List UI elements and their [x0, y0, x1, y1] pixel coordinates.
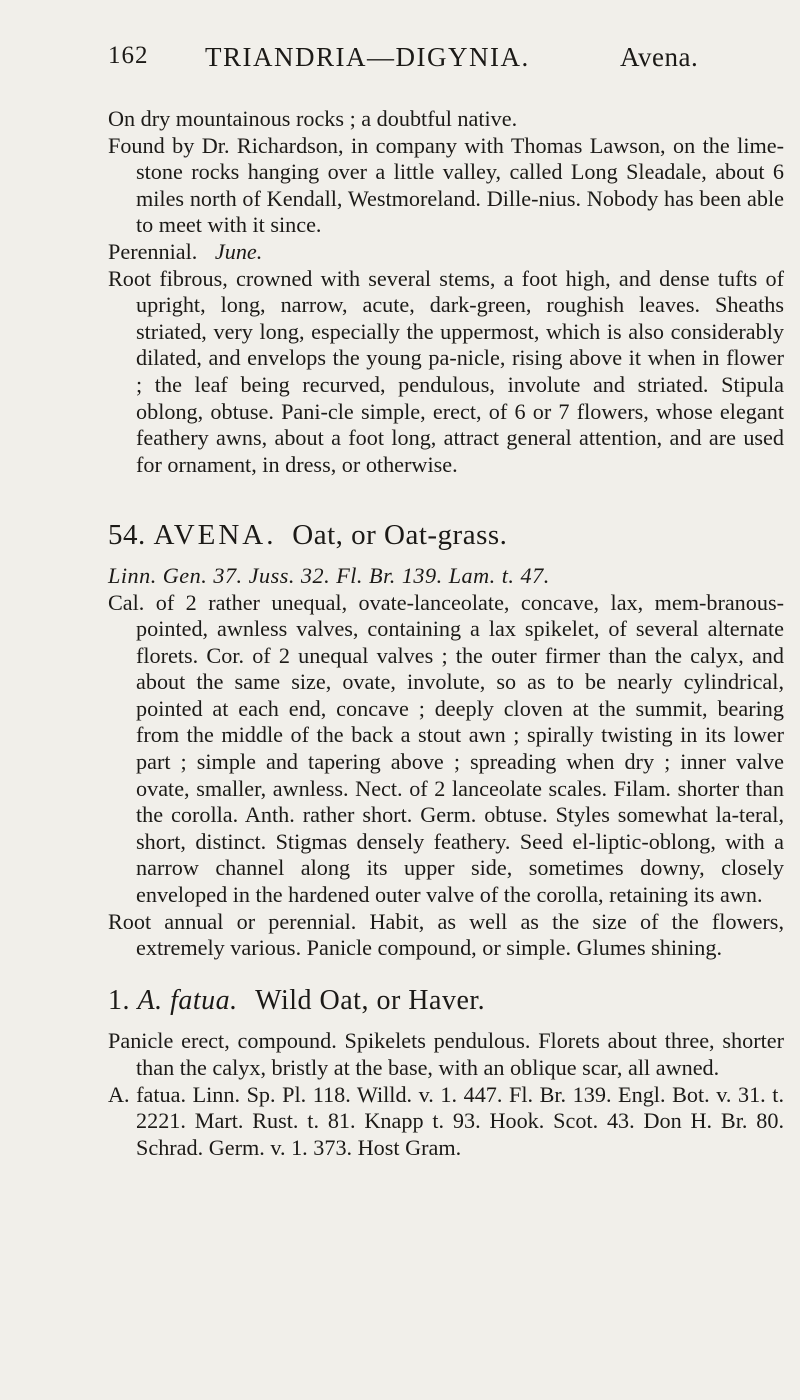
spacer	[108, 478, 784, 522]
running-title: TRIANDRIA—DIGYNIA.	[205, 42, 530, 72]
genus-heading	[108, 519, 784, 552]
genus-character-paragraph: Cal. of 2 rather unequal, ovate-lanceolate, concave, lax, mem-branous-pointed, awnless valves, containing a lax spikelet, of several alternate florets. Cor. of 2 unequal valves ; the outer firmer than the calyx, and about the same size, ovate, involute, so as to be nearly cylindrical, pointed at each end, concave ; deeply cloven at the summit, bearing from the middle of the back a stout awn ; spirally twisting in its lower part ; simple and tapering above ; spreading when dry ; inner valve ovate, smaller, awnless. Nect. of 2 lanceolate scales. Filam. shorter than the corolla. Anth. rather short. Germ. obtuse. Styles somewhat la-teral, short, distinct. Stigmas densely feathery. Seed el-liptic-oblong, with a narrow channel along its upper side, sometimes downy, closely enveloped in the hardened outer valve of the corolla, retaining its awn.	[108, 589, 784, 908]
duration-label: Perennial.	[108, 238, 198, 264]
root-habit-paragraph: Root annual or perennial. Habit, as well as the size of the flowers, extremely various. Panicle compound, or simple. Glumes shining.	[108, 908, 784, 961]
genus-common-name: Oat, or Oat-grass.	[292, 519, 508, 552]
habitat-paragraph: On dry mountainous rocks ; a doubtful native.	[108, 106, 518, 131]
running-head	[108, 42, 772, 80]
species-number: 1.	[108, 984, 130, 1016]
running-genus: Avena.	[620, 42, 699, 72]
genus-references: Linn. Gen. 37. Juss. 32. Fl. Br. 139. Lam. t. 47.	[108, 562, 550, 588]
spacer	[108, 1014, 784, 1028]
found-paragraph: Found by Dr. Richardson, in company with Thomas Lawson, on the lime-stone rocks hanging over a little valley, called Long Sleadale, about 6 miles north of Kendall, Westmoreland. Dille-nius. Nobody has been able to meet with it since.	[108, 132, 784, 238]
page-number: 162	[108, 42, 149, 69]
description-paragraph: Root fibrous, crowned with several stems, a foot high, and dense tufts of upright, long, narrow, acute, dark-green, roughish leaves. Sheaths striated, very long, especially the uppermost, which is also considerably dilated, and envelops the young pa-nicle, rising above it when in flower ; the leaf being recurved, pendulous, involute and striated. Stipula oblong, obtuse. Pani-cle simple, erect, of 6 or 7 flowers, whose elegant feathery awns, about a foot long, attract general attention, and are used for ornament, in dress, or otherwise.	[108, 265, 784, 477]
species-common-name: Wild Oat, or Haver.	[255, 984, 486, 1016]
species-heading	[108, 984, 784, 1016]
body-text	[108, 106, 784, 1161]
species-synonyms: A. fatua. Linn. Sp. Pl. 118. Willd. v. 1. 447. Fl. Br. 139. Engl. Bot. v. 31. t. 2221. Mart. Rust. t. 81. Knapp t. 93. Hook. Scot. 43. Don H. Br. 80. Schrad. Germ. v. 1. 373. Host Gram.	[108, 1081, 784, 1160]
genus-name: AVENA.	[153, 519, 277, 552]
duration-paragraph	[108, 239, 784, 266]
duration-month: June.	[214, 238, 263, 264]
species-diagnosis: Panicle erect, compound. Spikelets pendulous. Florets about three, shorter than the calyx, bristly at the base, with an oblique scar, all awned.	[108, 1028, 784, 1080]
genus-number: 54.	[108, 519, 146, 552]
species-name: A. fatua.	[137, 984, 238, 1016]
